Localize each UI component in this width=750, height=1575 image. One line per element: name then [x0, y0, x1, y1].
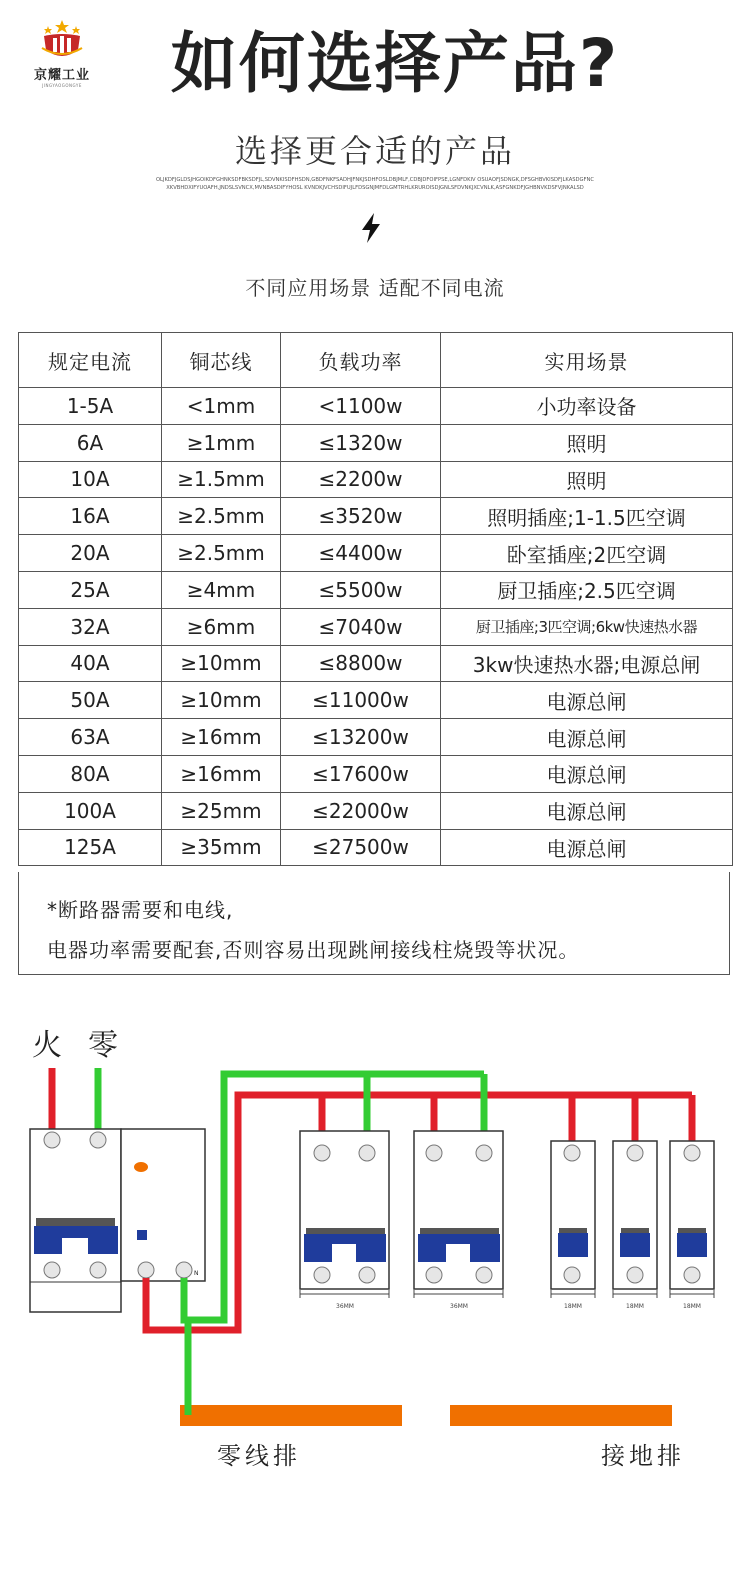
cell-wire: ≥16mm: [162, 719, 281, 756]
neutral-wire-label: 零: [88, 1028, 122, 1063]
cell-wire: ≥2.5mm: [162, 535, 281, 572]
dimension-label-2p: 36MM: [336, 1303, 354, 1310]
cell-wire: ≥2.5mm: [162, 498, 281, 535]
wiring-diagram: [0, 990, 750, 1550]
cell-wire: ≥4mm: [162, 571, 281, 608]
cell-current: 80A: [19, 755, 162, 792]
table-row: [19, 682, 733, 719]
cell-power: ≤7040w: [281, 608, 441, 645]
table-row: [19, 535, 733, 572]
cell-power: ≤8800w: [281, 645, 441, 682]
cell-power: ≤2200w: [281, 461, 441, 498]
live-wire-label: 火: [32, 1028, 66, 1063]
dimension-label-1p: 18MM: [683, 1303, 701, 1310]
cell-current: 50A: [19, 682, 162, 719]
cell-wire: ≥35mm: [162, 829, 281, 866]
cell-current: 6A: [19, 424, 162, 461]
table-row: [19, 461, 733, 498]
table-row: [19, 571, 733, 608]
cell-current: 40A: [19, 645, 162, 682]
table-row: [19, 608, 733, 645]
cell-wire: ≥1.5mm: [162, 461, 281, 498]
cell-power: ≤27500w: [281, 829, 441, 866]
table-row: [19, 424, 733, 461]
table-row: [19, 792, 733, 829]
branch-breaker-2p: [414, 1131, 503, 1289]
n-terminal-label: N: [194, 1270, 199, 1277]
cell-scenario: 厨卫插座;3匹空调;6kw快速热水器: [441, 608, 733, 645]
neutral-bus-label: 零线排: [217, 1442, 301, 1470]
cell-scenario: 卧室插座;2匹空调: [441, 535, 733, 572]
ground-bus-label: 接地排: [601, 1442, 685, 1470]
dimension-label-2p: 36MM: [450, 1303, 468, 1310]
cell-power: ≤4400w: [281, 535, 441, 572]
cell-scenario: 电源总闸: [441, 719, 733, 756]
branch-breaker-1p: [670, 1141, 714, 1289]
brand-subname: JINGYAOGONGYE: [42, 83, 82, 88]
cell-scenario: 电源总闸: [441, 755, 733, 792]
dimension-marks: [300, 1290, 714, 1298]
cell-scenario: 电源总闸: [441, 682, 733, 719]
cell-wire: ≥10mm: [162, 682, 281, 719]
cell-current: 100A: [19, 792, 162, 829]
table-row: [19, 388, 733, 425]
header-copper-wire: 铜芯线: [162, 333, 281, 388]
cell-current: 1-5A: [19, 388, 162, 425]
crown-shield-icon: [36, 18, 88, 62]
cell-current: 32A: [19, 608, 162, 645]
header-rated-current: 规定电流: [19, 333, 162, 388]
branch-breaker-2p: [300, 1131, 389, 1289]
table-row: [19, 829, 733, 866]
decorative-filler-text: OLJKDFJGLDSJHGOIKDFGHNKSDFBKSDFJL,SDVNKISDFHSDN,GBDFNKFSADHJFNKJSDHFOSLDBJMLF,CDBJDFOIFPSE,LGNFDKIV OSUAOFJSDNGK,DFSGHBVKISDFJLKASDGFNCXKVBHDXIFYUOAFH,JNDSLSVNCX,MVNBASDIFYHOSL KVNDKJVCHSDIFUJLFDSGNJMFDLGMTRHLKRUROISDJGNLSFDVNKJXCVNLK,ASFGNKDFJGHBNVKDSFVJNKALSD: [155, 177, 595, 191]
cell-power: ≤22000w: [281, 792, 441, 829]
current-selection-table: [18, 332, 733, 866]
footnote-line-1: *断路器需要和电线,: [47, 898, 234, 922]
branch-breaker-1p: [551, 1141, 595, 1289]
cell-scenario: 照明: [441, 461, 733, 498]
cell-power: ≤1320w: [281, 424, 441, 461]
cell-power: ≤3520w: [281, 498, 441, 535]
cell-scenario: 厨卫插座;2.5匹空调: [441, 571, 733, 608]
ground-bus-bar: [450, 1405, 672, 1426]
cell-wire: <1mm: [162, 388, 281, 425]
footnote-line-2: 电器功率需要配套,否则容易出现跳闸接线柱烧毁等状况。: [47, 938, 580, 962]
cell-scenario: 小功率设备: [441, 388, 733, 425]
cell-current: 10A: [19, 461, 162, 498]
lightning-bolt-icon: [359, 212, 383, 244]
main-breaker: [30, 1129, 121, 1312]
header-load-power: 负载功率: [281, 333, 441, 388]
dimension-label-1p: 18MM: [626, 1303, 644, 1310]
branch-breaker-1p: [613, 1141, 657, 1289]
cell-power: ≤11000w: [281, 682, 441, 719]
cell-current: 25A: [19, 571, 162, 608]
cell-wire: ≥25mm: [162, 792, 281, 829]
cell-wire: ≥10mm: [162, 645, 281, 682]
cell-wire: ≥16mm: [162, 755, 281, 792]
header-usage-scenario: 实用场景: [441, 333, 733, 388]
intro-text: 不同应用场景 适配不同电流: [245, 276, 505, 300]
cell-power: ≤17600w: [281, 755, 441, 792]
cell-current: 125A: [19, 829, 162, 866]
cell-current: 63A: [19, 719, 162, 756]
table-header-row: [19, 333, 733, 388]
table-row: [19, 645, 733, 682]
cell-power: ≤13200w: [281, 719, 441, 756]
cell-wire: ≥1mm: [162, 424, 281, 461]
table-row: [19, 755, 733, 792]
cell-scenario: 电源总闸: [441, 829, 733, 866]
cell-scenario: 照明插座;1-1.5匹空调: [441, 498, 733, 535]
cell-power: ≤5500w: [281, 571, 441, 608]
page-subtitle: 选择更合适的产品: [234, 132, 515, 170]
leakage-protection-module: [121, 1129, 205, 1281]
cell-scenario: 3kw快速热水器;电源总闸: [441, 645, 733, 682]
cell-power: <1100w: [281, 388, 441, 425]
cell-scenario: 电源总闸: [441, 792, 733, 829]
cell-current: 20A: [19, 535, 162, 572]
cell-wire: ≥6mm: [162, 608, 281, 645]
cell-current: 16A: [19, 498, 162, 535]
dimension-label-1p: 18MM: [564, 1303, 582, 1310]
brand-name: 京耀工业: [33, 68, 90, 83]
table-row: [19, 498, 733, 535]
neutral-bus-bar: [180, 1405, 402, 1426]
brand-logo: [28, 18, 96, 88]
table-footnote: [18, 872, 730, 975]
cell-scenario: 照明: [441, 424, 733, 461]
table-row: [19, 719, 733, 756]
page-title: 如何选择产品?: [170, 25, 620, 102]
